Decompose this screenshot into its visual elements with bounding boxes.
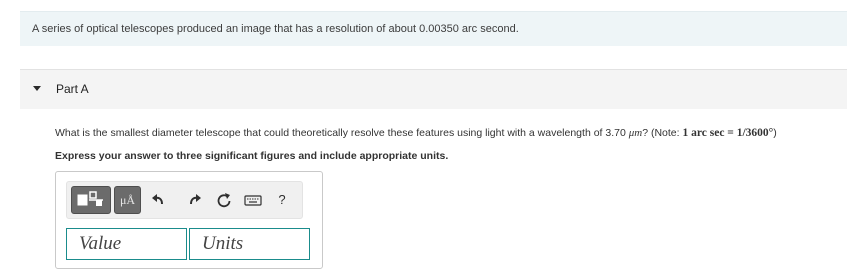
- question-text-after: ): [773, 127, 777, 139]
- reset-button[interactable]: [215, 191, 233, 209]
- undo-icon: [150, 191, 168, 209]
- redo-icon: [185, 191, 203, 209]
- part-title: Part A: [56, 82, 89, 96]
- question-text: [55, 127, 777, 139]
- value-input[interactable]: [66, 228, 187, 260]
- templates-button[interactable]: [71, 186, 111, 214]
- question-note-math: 1 arc sec = 1/3600°: [682, 127, 774, 139]
- part-a-header[interactable]: [20, 69, 847, 109]
- question-text-before: What is the smallest diameter telescope that could theoretically resolve these features using light with a wavelength of 3.70: [55, 127, 629, 139]
- question-text-middle: ? (Note:: [642, 127, 683, 139]
- problem-intro: [20, 11, 847, 46]
- units-input[interactable]: [189, 228, 310, 260]
- help-button[interactable]: [273, 191, 291, 209]
- keyboard-button[interactable]: [244, 191, 262, 209]
- keyboard-icon: [244, 191, 262, 209]
- units-icon: μÅ: [119, 193, 136, 207]
- answer-box: [55, 171, 323, 269]
- reset-icon: [215, 191, 233, 209]
- help-icon: ?: [278, 192, 286, 207]
- math-toolbar: [66, 181, 303, 219]
- redo-button[interactable]: [185, 191, 203, 209]
- answer-instruction: Express your answer to three significant figures and include appropriate units.: [55, 150, 449, 162]
- caret-down-icon[interactable]: [33, 86, 41, 91]
- undo-button[interactable]: [150, 191, 168, 209]
- question-unit: μm: [628, 127, 643, 139]
- units-button[interactable]: [114, 186, 141, 214]
- intro-text: A series of optical telescopes produced an image that has a resolution of about 0.00350 arc second.: [32, 23, 519, 35]
- templates-icon: [72, 187, 110, 213]
